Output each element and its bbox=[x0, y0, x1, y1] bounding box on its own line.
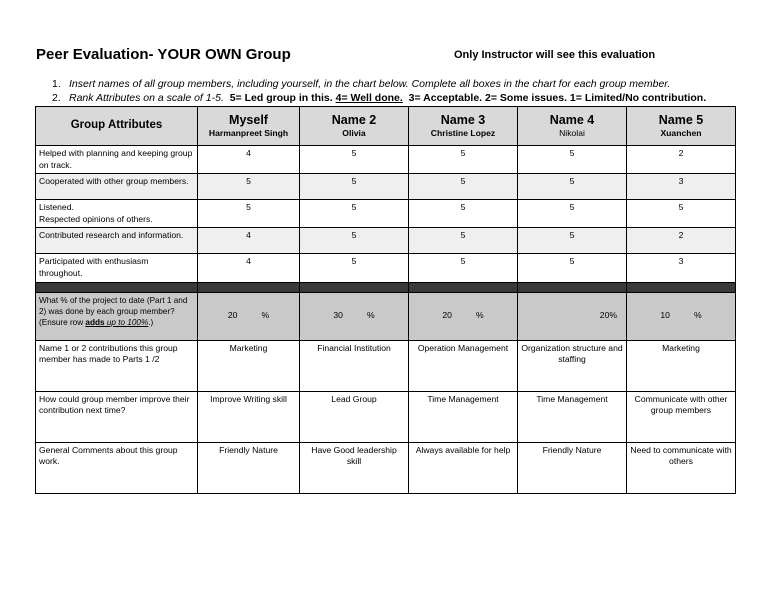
instruction-number: 1. bbox=[52, 78, 61, 90]
member-header-4: Name 4 Nikolai bbox=[518, 107, 627, 146]
attribute-label: Participated with enthusiasm throughout. bbox=[36, 254, 198, 282]
evaluation-table bbox=[35, 106, 736, 494]
contribution-cell[interactable]: Operation Management bbox=[409, 340, 518, 391]
comment-cell[interactable]: Always available for help bbox=[409, 442, 518, 493]
improve-label: How could group member improve their contribution next time? bbox=[36, 391, 198, 442]
attribute-label: Listened. Respected opinions of others. bbox=[36, 200, 198, 228]
rating-cell[interactable]: 5 bbox=[518, 200, 627, 228]
rating-cell[interactable]: 5 bbox=[300, 200, 409, 228]
rating-cell[interactable]: 5 bbox=[198, 200, 300, 228]
percent-cell[interactable]: 20% bbox=[518, 292, 627, 340]
separator-cell bbox=[409, 282, 518, 292]
rating-row bbox=[36, 228, 736, 254]
contribution-cell[interactable]: Financial Institution bbox=[300, 340, 409, 391]
comment-cell[interactable]: Friendly Nature bbox=[198, 442, 300, 493]
member-header-3: Name 3 Christine Lopez bbox=[409, 107, 518, 146]
attribute-label: Cooperated with other group members. bbox=[36, 174, 198, 200]
rating-cell[interactable]: 5 bbox=[518, 254, 627, 282]
attribute-label: Contributed research and information. bbox=[36, 228, 198, 254]
contribution-cell[interactable]: Marketing bbox=[198, 340, 300, 391]
member-header-1: Myself Harmanpreet Singh bbox=[198, 107, 300, 146]
page-title: Peer Evaluation- YOUR OWN Group bbox=[36, 46, 291, 63]
rating-cell[interactable]: 5 bbox=[300, 254, 409, 282]
rating-cell[interactable]: 5 bbox=[409, 174, 518, 200]
separator-cell bbox=[627, 282, 736, 292]
rating-cell[interactable]: 5 bbox=[518, 174, 627, 200]
contributions-label: Name 1 or 2 contributions this group member has made to Parts 1 /2 bbox=[36, 340, 198, 391]
improve-cell[interactable]: Time Management bbox=[518, 391, 627, 442]
separator-cell bbox=[36, 282, 198, 292]
rating-cell[interactable]: 3 bbox=[627, 174, 736, 200]
rating-cell[interactable]: 5 bbox=[409, 254, 518, 282]
rating-row bbox=[36, 174, 736, 200]
comment-cell[interactable]: Friendly Nature bbox=[518, 442, 627, 493]
instruction-number: 2. bbox=[52, 92, 61, 104]
instruction-text: Insert names of all group members, including yourself, in the chart below. Complete all boxes in the chart for each group member. bbox=[69, 78, 671, 90]
percent-label: What % of the project to date (Part 1 and 2) was done by each group member? (Ensure row adds up to 100%.) bbox=[36, 292, 198, 340]
rating-cell[interactable]: 4 bbox=[198, 254, 300, 282]
rating-cell[interactable]: 3 bbox=[627, 254, 736, 282]
instructor-notice: Only Instructor will see this evaluation bbox=[454, 49, 656, 61]
comments-row bbox=[36, 442, 736, 493]
rating-row bbox=[36, 146, 736, 174]
rating-cell[interactable]: 5 bbox=[409, 146, 518, 174]
percent-row bbox=[36, 292, 736, 340]
rating-cell[interactable]: 4 bbox=[198, 146, 300, 174]
rating-cell[interactable]: 2 bbox=[627, 228, 736, 254]
percent-cell[interactable]: 20 % bbox=[409, 292, 518, 340]
rating-cell[interactable]: 5 bbox=[518, 228, 627, 254]
header-row bbox=[36, 107, 736, 146]
rating-row bbox=[36, 254, 736, 282]
comments-label: General Comments about this group work. bbox=[36, 442, 198, 493]
contributions-row bbox=[36, 340, 736, 391]
rating-cell[interactable]: 5 bbox=[627, 200, 736, 228]
separator-cell bbox=[518, 282, 627, 292]
scale-5-text: 5= Led group in this. bbox=[229, 92, 333, 104]
instruction-2 bbox=[52, 92, 706, 104]
scale-3-1-text: 3= Acceptable. 2= Some issues. 1= Limited/No contribution. bbox=[408, 92, 707, 104]
instruction-text: Rank Attributes on a scale of 1-5. bbox=[69, 92, 224, 104]
improve-cell[interactable]: Improve Writing skill bbox=[198, 391, 300, 442]
rating-cell[interactable]: 5 bbox=[409, 228, 518, 254]
contribution-cell[interactable]: Organization structure and staffing bbox=[518, 340, 627, 391]
comment-cell[interactable]: Need to communicate with others bbox=[627, 442, 736, 493]
rating-cell[interactable]: 5 bbox=[300, 146, 409, 174]
rating-row bbox=[36, 200, 736, 228]
attributes-header: Group Attributes bbox=[36, 107, 198, 146]
member-header-2: Name 2 Olivia bbox=[300, 107, 409, 146]
scale-4-text: 4= Well done. bbox=[335, 92, 403, 104]
separator-cell bbox=[198, 282, 300, 292]
percent-cell[interactable]: 10 % bbox=[627, 292, 736, 340]
rating-cell[interactable]: 5 bbox=[300, 228, 409, 254]
separator-row bbox=[36, 282, 736, 292]
improve-row bbox=[36, 391, 736, 442]
improve-cell[interactable]: Lead Group bbox=[300, 391, 409, 442]
contribution-cell[interactable]: Marketing bbox=[627, 340, 736, 391]
improve-cell[interactable]: Communicate with other group members bbox=[627, 391, 736, 442]
comment-cell[interactable]: Have Good leadership skill bbox=[300, 442, 409, 493]
percent-cell[interactable]: 30 % bbox=[300, 292, 409, 340]
attribute-label: Helped with planning and keeping group on track. bbox=[36, 146, 198, 174]
rating-cell[interactable]: 2 bbox=[627, 146, 736, 174]
improve-cell[interactable]: Time Management bbox=[409, 391, 518, 442]
rating-cell[interactable]: 5 bbox=[198, 174, 300, 200]
percent-cell[interactable]: 20 % bbox=[198, 292, 300, 340]
rating-cell[interactable]: 5 bbox=[409, 200, 518, 228]
instruction-1 bbox=[52, 78, 670, 90]
rating-cell[interactable]: 5 bbox=[518, 146, 627, 174]
rating-cell[interactable]: 5 bbox=[300, 174, 409, 200]
member-header-5: Name 5 Xuanchen bbox=[627, 107, 736, 146]
rating-cell[interactable]: 4 bbox=[198, 228, 300, 254]
separator-cell bbox=[300, 282, 409, 292]
